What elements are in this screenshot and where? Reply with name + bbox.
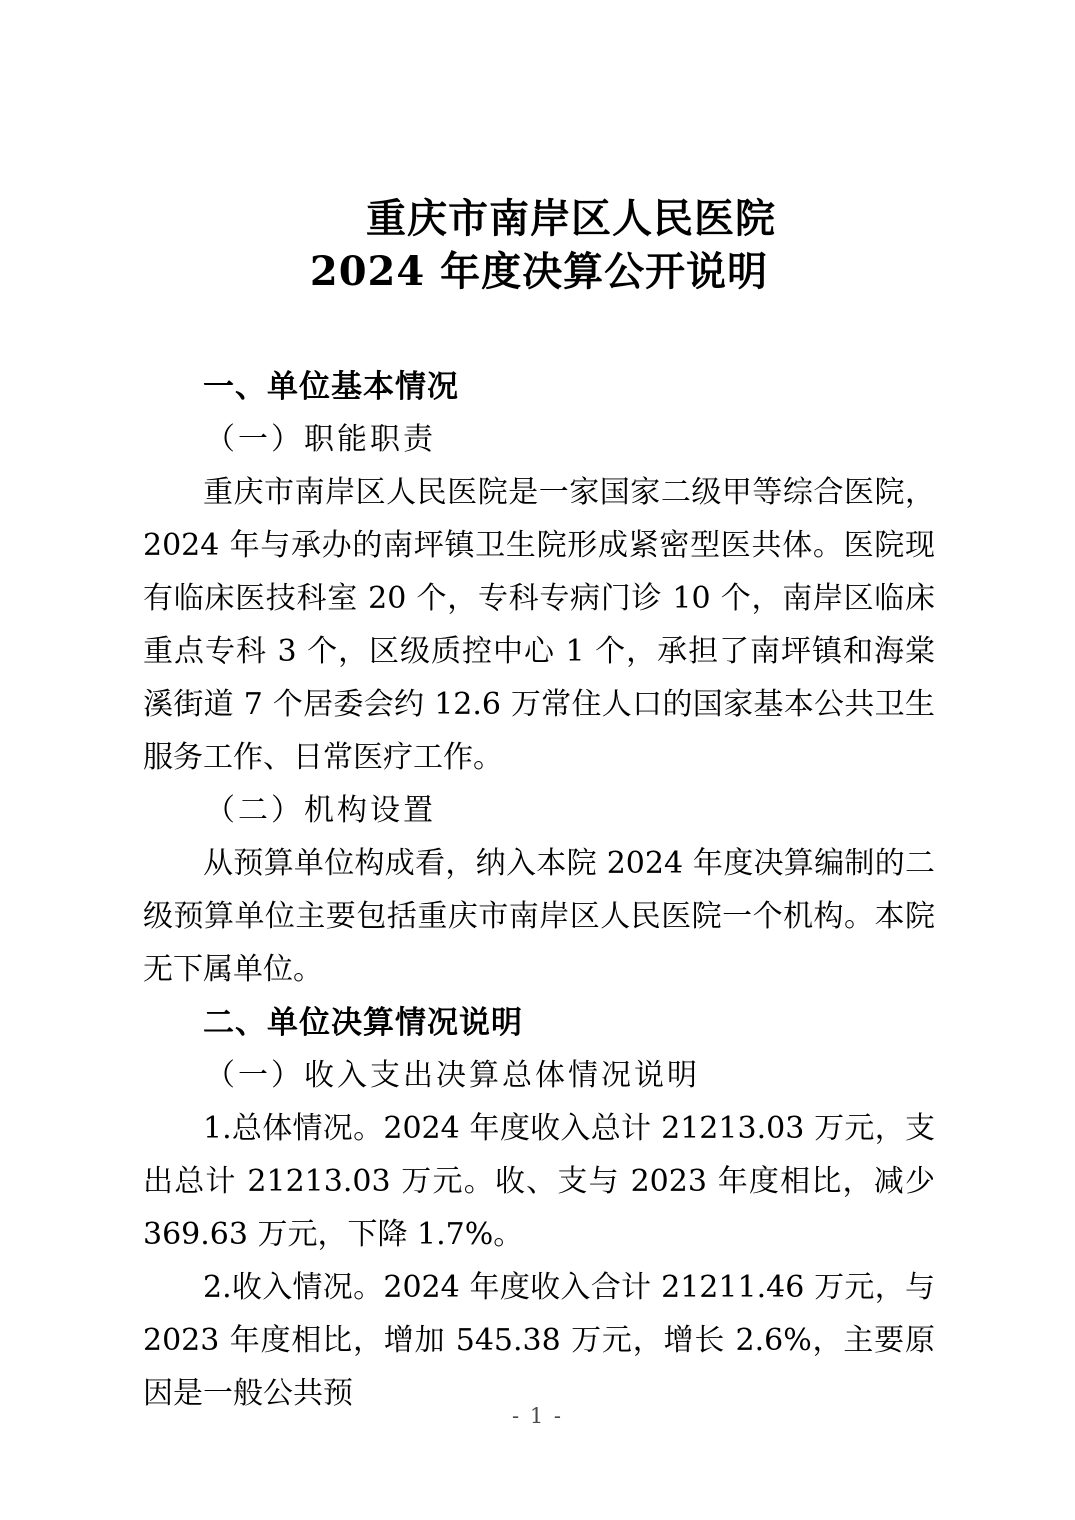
subsection-heading-org-structure: （二）机构设置 <box>205 793 436 828</box>
document-title-line-2: 2024 年度决算公开说明 <box>309 248 769 295</box>
section-heading-final-accounts: 二、单位决算情况说明 <box>203 1005 523 1040</box>
paragraph-duties: 重庆市南岸区人民医院是一家国家二级甲等综合医院，2024 年与承办的南坪镇卫生院形成紧密型医共体。医院现有临床医技科室 20 个，专科专病门诊 10 个，南岸区临床重点专科 3 个，区级质控中心 1 个，承担了南坪镇和海棠溪街道 7 个居委会约 12.6 万常住人口的国家基本公共卫生服务工作、日常医疗工作。 <box>143 475 935 775</box>
paragraph-overall-situation: 1.总体情况。2024 年度收入总计 21213.03 万元，支出总计 21213.03 万元。收、支与 2023 年度相比，减少 369.63 万元，下降 1.7%。 <box>143 1111 935 1252</box>
subsection-heading-duties: （一）职能职责 <box>205 422 436 457</box>
document-body <box>143 360 935 1420</box>
paragraph-org-structure: 从预算单位构成看，纳入本院 2024 年度决算编制的二级预算单位主要包括重庆市南岸区人民医院一个机构。本院无下属单位。 <box>143 846 935 987</box>
page-number: - 1 - <box>512 1404 563 1428</box>
document-title <box>143 192 935 298</box>
section-heading-unit-basic-info: 一、单位基本情况 <box>203 369 459 404</box>
subsection-heading-income-expense-overview: （一）收入支出决算总体情况说明 <box>205 1058 700 1093</box>
paragraph-income-situation: 2.收入情况。2024 年度收入合计 21211.46 万元，与 2023 年度相比，增加 545.38 万元，增长 2.6%，主要原因是一般公共预 <box>143 1270 935 1411</box>
document-title-line-1: 重庆市南岸区人民医院 <box>366 195 776 242</box>
